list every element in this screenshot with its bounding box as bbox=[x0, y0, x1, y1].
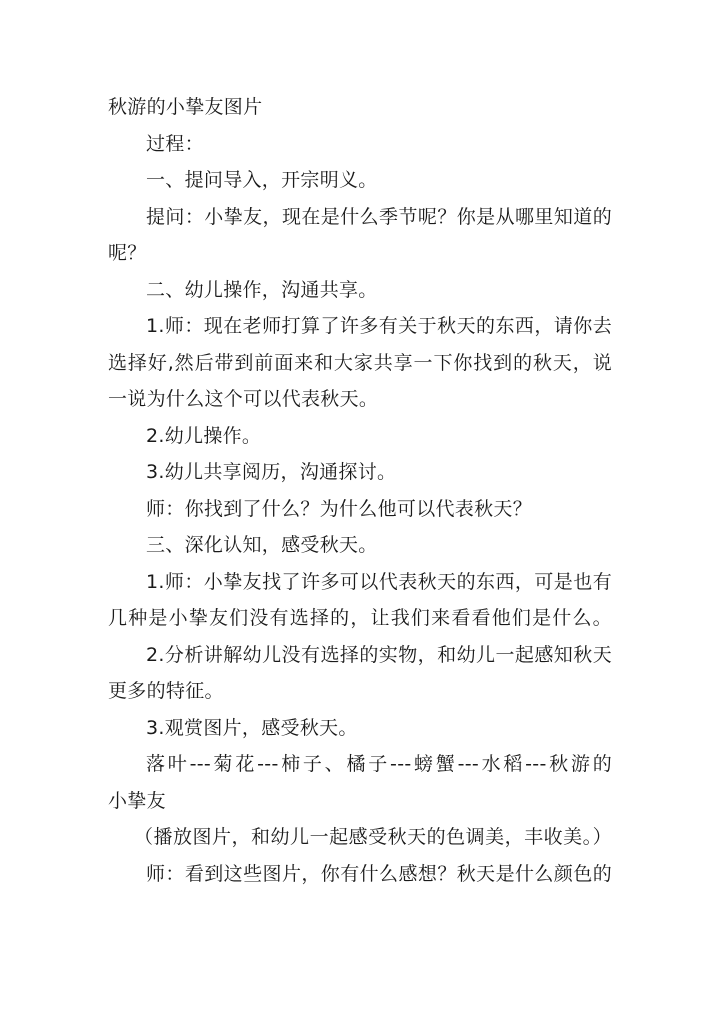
paragraph-line: 师：看到这些图片，你有什么感想？秋天是什么颜色的 bbox=[146, 862, 612, 885]
paragraph-line: 过程： bbox=[146, 132, 204, 155]
document-body bbox=[108, 89, 612, 892]
paragraph-line: 2.分析讲解幼儿没有选择的实物，和幼儿一起感知秋天 bbox=[146, 643, 612, 666]
paragraph-line: 2.幼儿操作。 bbox=[146, 424, 262, 447]
paragraph-line: 小挚友 bbox=[108, 789, 166, 812]
document-title: 秋游的小挚友图片 bbox=[108, 96, 263, 118]
paragraph-line: 一、提问导入，开宗明义。 bbox=[146, 169, 378, 191]
paragraph-line: 更多的特征。 bbox=[108, 680, 224, 702]
paragraph-line: 选择好,然后带到前面来和大家共享一下你找到的秋天，说 bbox=[108, 351, 612, 374]
paragraph-line: 落叶---菊花---柿子、橘子---螃蟹---水稻---秋游的 bbox=[146, 753, 612, 775]
paragraph-line: 一说为什么这个可以代表秋天。 bbox=[108, 388, 379, 410]
paragraph-line: 提问：小挚友，现在是什么季节呢？你是从哪里知道的 bbox=[146, 205, 612, 228]
paragraph-line: 呢？ bbox=[108, 242, 147, 264]
paragraph-line: 三、深化认知，感受秋天。 bbox=[146, 534, 378, 556]
paragraph-line: 1.师：现在老师打算了许多有关于秋天的东西，请你去 bbox=[146, 315, 612, 337]
paragraph-line: 3.幼儿共享阅历，沟通探讨。 bbox=[146, 461, 397, 483]
paragraph-line: （播放图片，和幼儿一起感受秋天的色调美，丰收美。） bbox=[134, 826, 612, 848]
paragraph-line: 师：你找到了什么？为什么他可以代表秋天？ bbox=[146, 497, 533, 520]
paragraph-line: 1.师：小挚友找了许多可以代表秋天的东西，可是也有 bbox=[146, 570, 612, 593]
paragraph-line: 二、幼儿操作，沟通共享。 bbox=[146, 278, 378, 301]
paragraph-line: 几种是小挚友们没有选择的，让我们来看看他们是什么。 bbox=[108, 607, 612, 629]
paragraph-line: 3.观赏图片，感受秋天。 bbox=[146, 716, 358, 739]
